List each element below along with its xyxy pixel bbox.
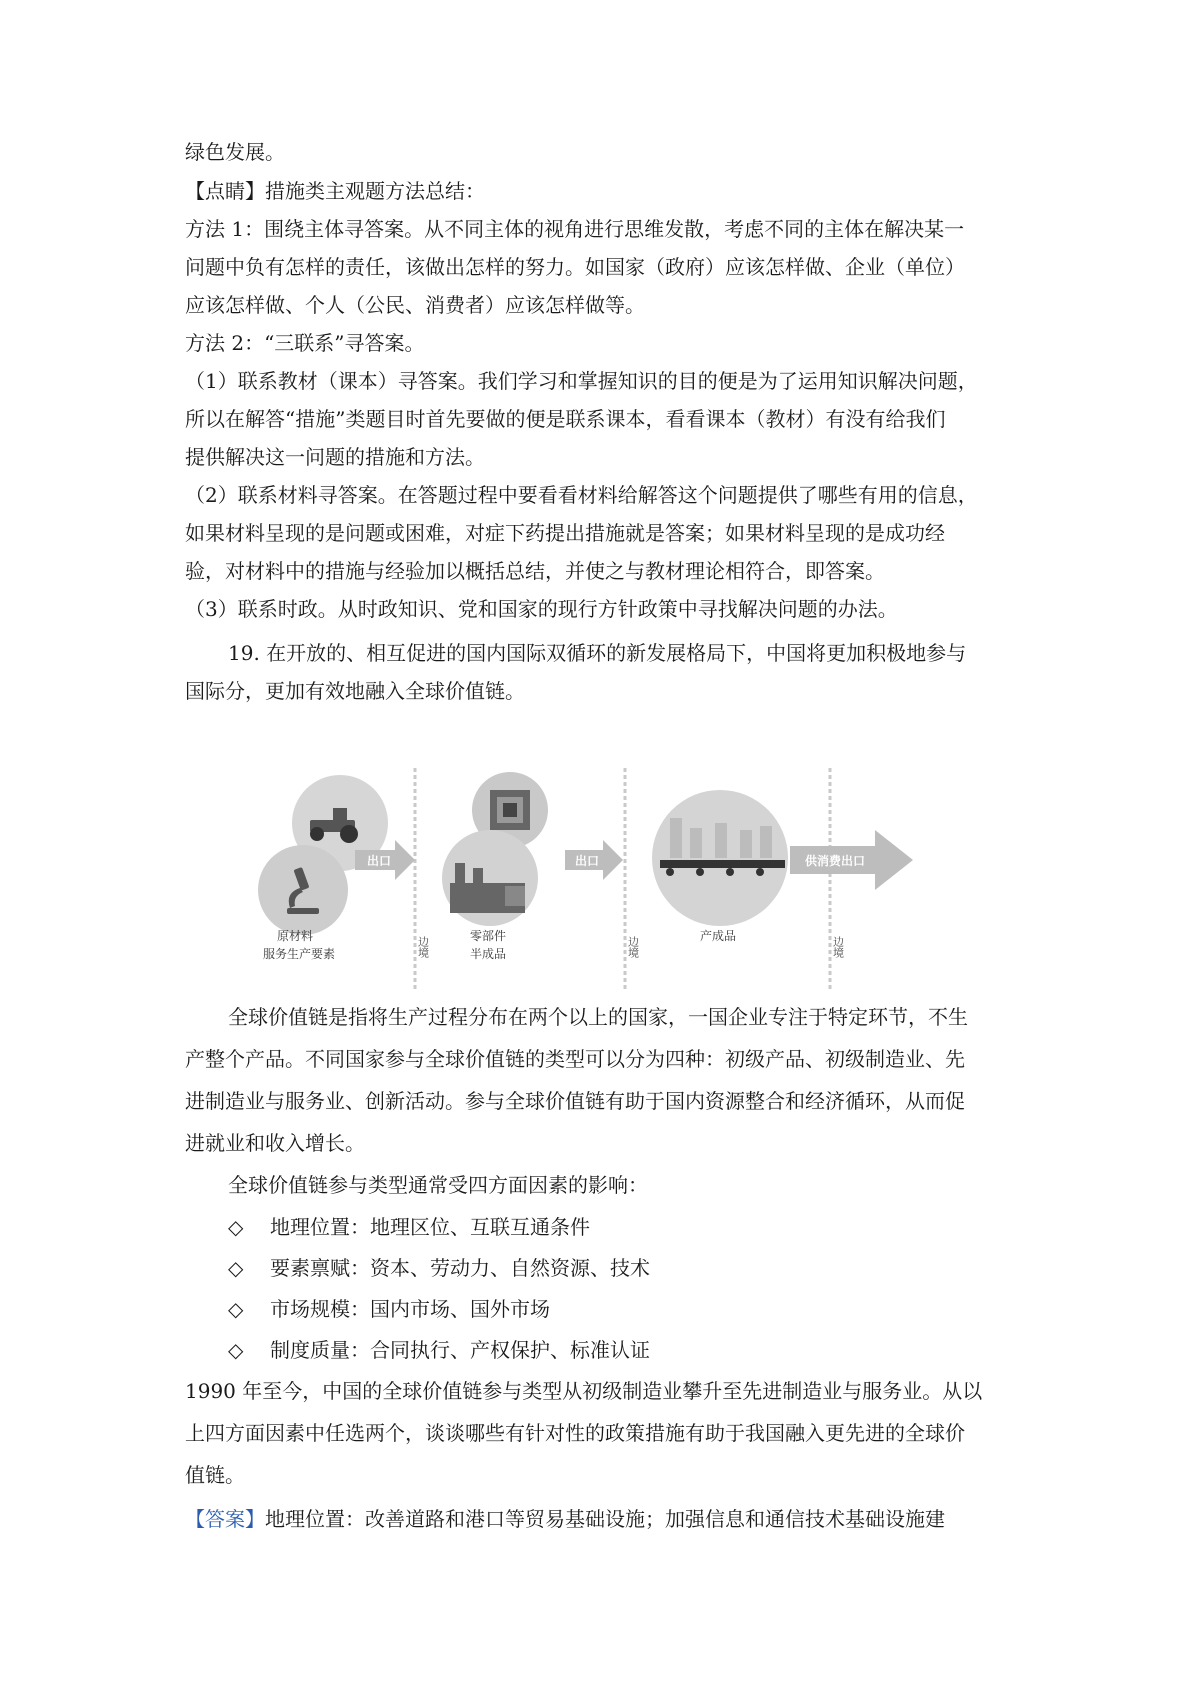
stage-label-components: 零部件 xyxy=(470,929,507,943)
bullet-text: 市场规模：国内市场、国外市场 xyxy=(270,1297,550,1321)
border-label-2: 边境 xyxy=(626,936,640,958)
question-stem: 19. 在开放的、相互促进的国内国际双循环的新发展格局下，中国将更加积极地参与 xyxy=(228,641,967,665)
text-line: 应该怎样做、个人（公民、消费者）应该怎样做等。 xyxy=(185,293,645,317)
arrow-label-3: 供消费出口 xyxy=(805,854,866,868)
text-line: 如果材料呈现的是问题或困难，对症下药提出措施就是答案；如果材料呈现的是成功经 xyxy=(185,521,945,545)
stage-label-finished-products: 产成品 xyxy=(700,929,737,943)
export-arrow-2 xyxy=(565,840,623,880)
text-line: 值链。 xyxy=(185,1463,245,1487)
text-line: 提供解决这一问题的措施和方法。 xyxy=(185,445,485,469)
stage-label-service-factors: 服务生产要素 xyxy=(263,947,336,961)
text-line: 所以在解答“措施”类题目时首先要做的便是联系课本，看看课本（教材）有没有给我们 xyxy=(185,407,946,431)
text-line: 上四方面因素中任选两个，谈谈哪些有针对性的政策措施有助于我国融入更先进的全球价 xyxy=(185,1421,965,1445)
text-line: 全球价值链参与类型通常受四方面因素的影响： xyxy=(228,1173,648,1197)
stage-label-semi-finished: 半成品 xyxy=(470,947,507,961)
text-line: 绿色发展。 xyxy=(185,140,285,164)
answer-text: 地理位置：改善道路和港口等贸易基础设施；加强信息和通信技术基础设施建 xyxy=(265,1507,945,1531)
text-line: 国际分，更加有效地融入全球价值链。 xyxy=(185,679,525,703)
text-line: 验，对材料中的措施与经验加以概括总结，并使之与教材理论相符合，即答案。 xyxy=(185,559,885,583)
text-line: （2）联系材料寻答案。在答题过程中要看看材料给解答这个问题提供了哪些有用的信息， xyxy=(185,483,978,507)
border-label-3: 边境 xyxy=(831,936,845,958)
bullet-item xyxy=(228,1213,590,1241)
diamond-icon: ◇ xyxy=(228,1338,244,1362)
hint-heading: 【点睛】措施类主观题方法总结： xyxy=(185,179,485,203)
text-line: 产整个产品。不同国家参与全球价值链的类型可以分为四种：初级产品、初级制造业、先 xyxy=(185,1047,965,1071)
diamond-icon: ◇ xyxy=(228,1215,244,1239)
border-label-1: 边境 xyxy=(416,936,430,958)
arrow-label-2: 出口 xyxy=(575,854,600,868)
bullet-item xyxy=(228,1336,650,1364)
text-line: 1990 年至今，中国的全球价值链参与类型从初级制造业攀升至先进制造业与服务业。从以 xyxy=(185,1379,983,1403)
text-line: 问题中负有怎样的责任，该做出怎样的努力。如国家（政府）应该怎样做、企业（单位） xyxy=(185,255,965,279)
arrow-label-1: 出口 xyxy=(367,854,392,868)
bullet-text: 制度质量：合同执行、产权保护、标准认证 xyxy=(270,1338,650,1362)
global-value-chain-figure xyxy=(245,768,915,990)
conveyor-icon xyxy=(660,818,785,876)
stage-label-raw-materials: 原材料 xyxy=(277,929,314,943)
bullet-item xyxy=(228,1254,650,1282)
text-line: 全球价值链是指将生产过程分布在两个以上的国家，一国企业专注于特定环节，不生 xyxy=(228,1005,968,1029)
text-line: （1）联系教材（课本）寻答案。我们学习和掌握知识的目的便是为了运用知识解决问题， xyxy=(185,369,978,393)
microscope-circle xyxy=(258,845,348,935)
text-line: （3）联系时政。从时政知识、党和国家的现行方针政策中寻找解决问题的办法。 xyxy=(185,597,898,621)
bullet-item xyxy=(228,1295,550,1323)
text-line: 进制造业与服务业、创新活动。参与全球价值链有助于国内资源整合和经济循环，从而促 xyxy=(185,1089,965,1113)
consumption-export-arrow xyxy=(790,830,913,890)
motherboard-icon xyxy=(490,790,530,830)
text-line: 进就业和收入增长。 xyxy=(185,1131,365,1155)
bullet-text: 地理位置：地理区位、互联互通条件 xyxy=(270,1215,590,1239)
answer-line xyxy=(185,1505,945,1533)
text-line: 方法 2：“三联系”寻答案。 xyxy=(185,331,425,355)
text-line: 方法 1：围绕主体寻答案。从不同主体的视角进行思维发散，考虑不同的主体在解决某一 xyxy=(185,217,965,241)
bullet-text: 要素禀赋：资本、劳动力、自然资源、技术 xyxy=(270,1256,650,1280)
answer-tag: 【答案】 xyxy=(185,1507,265,1531)
diamond-icon: ◇ xyxy=(228,1256,244,1280)
diamond-icon: ◇ xyxy=(228,1297,244,1321)
